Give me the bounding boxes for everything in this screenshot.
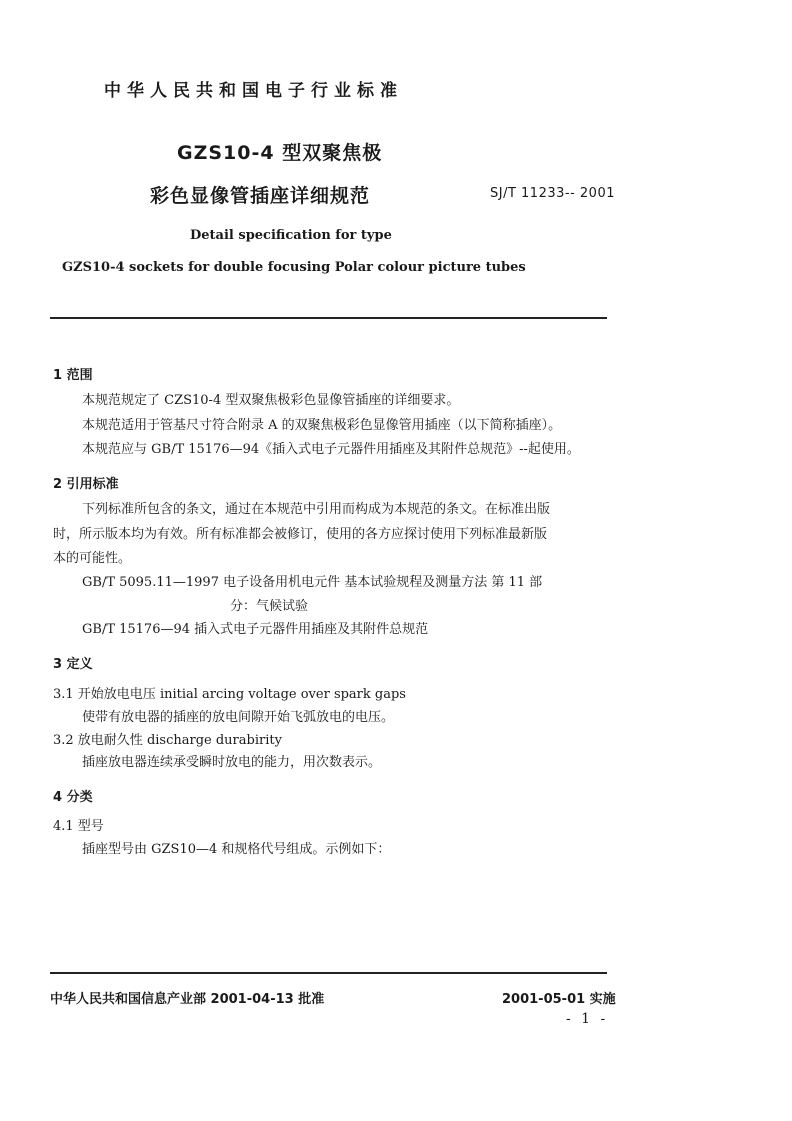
- reference-1-line-1: GB/T 5095.11—1997 电子设备用机电元件 基本试验规程及测量方法 第 11 部: [82, 575, 543, 590]
- standard-category: 中华人民共和国电子行业标准: [104, 81, 403, 101]
- section-3-heading: 3 定义: [53, 657, 93, 672]
- section-2-para-line-1: 下列标准所包含的条文，通过在本规范中引用而构成为本规范的条文。在标准出版: [82, 502, 551, 517]
- reference-1-line-2: 分：气候试验: [230, 599, 309, 614]
- approval-statement: 中华人民共和国信息产业部 2001-04-13 批准: [50, 992, 325, 1007]
- header-divider: [50, 317, 607, 319]
- reference-2: GB/T 15176—94 插入式电子元器件用插座及其附件总规范: [82, 622, 429, 637]
- definition-3-1-title: 3.1 开始放电电压 initial arcing voltage over spark gaps: [53, 687, 406, 702]
- implementation-date: 2001-05-01 实施: [502, 992, 616, 1007]
- section-1-para-2: 本规范适用于管基尺寸符合附录 A 的双聚焦极彩色显像管用插座（以下简称插座）。: [82, 418, 562, 433]
- standard-number: SJ/T 11233-- 2001: [490, 186, 615, 201]
- page-number: - 1 -: [566, 1011, 609, 1027]
- section-1-heading: 1 范围: [53, 368, 93, 383]
- english-title-line1: Detail specification for type: [190, 228, 392, 243]
- section-4-heading: 4 分类: [53, 790, 93, 805]
- section-2-heading: 2 引用标准: [53, 477, 119, 492]
- document-title-line2: 彩色显像管插座详细规范: [150, 185, 371, 207]
- subsection-4-1-text: 插座型号由 GZS10—4 和规格代号组成。示例如下：: [82, 842, 391, 857]
- section-2-para-line-3: 本的可能性。: [53, 551, 132, 566]
- section-2-para-line-2: 时，所示版本均为有效。所有标准都会被修订，使用的各方应探讨使用下列标准最新版: [53, 527, 548, 542]
- definition-3-2-title: 3.2 放电耐久性 discharge durabirity: [53, 733, 282, 748]
- definition-3-1-text: 使带有放电器的插座的放电间隙开始飞弧放电的电压。: [82, 710, 395, 725]
- document-title-line1: GZS10-4 型双聚焦极: [177, 142, 383, 164]
- subsection-4-1-title: 4.1 型号: [53, 819, 104, 834]
- section-1-para-1: 本规范规定了 CZS10-4 型双聚焦极彩色显像管插座的详细要求。: [82, 393, 460, 408]
- definition-3-2-text: 插座放电器连续承受瞬时放电的能力，用次数表示。: [82, 755, 382, 770]
- english-title-line2: GZS10-4 sockets for double focusing Polar colour picture tubes: [62, 260, 526, 275]
- footer-divider: [50, 972, 607, 974]
- section-1-para-3: 本规范应与 GB/T 15176—94《插入式电子元器件用插座及其附件总规范》--起使用。: [82, 442, 580, 457]
